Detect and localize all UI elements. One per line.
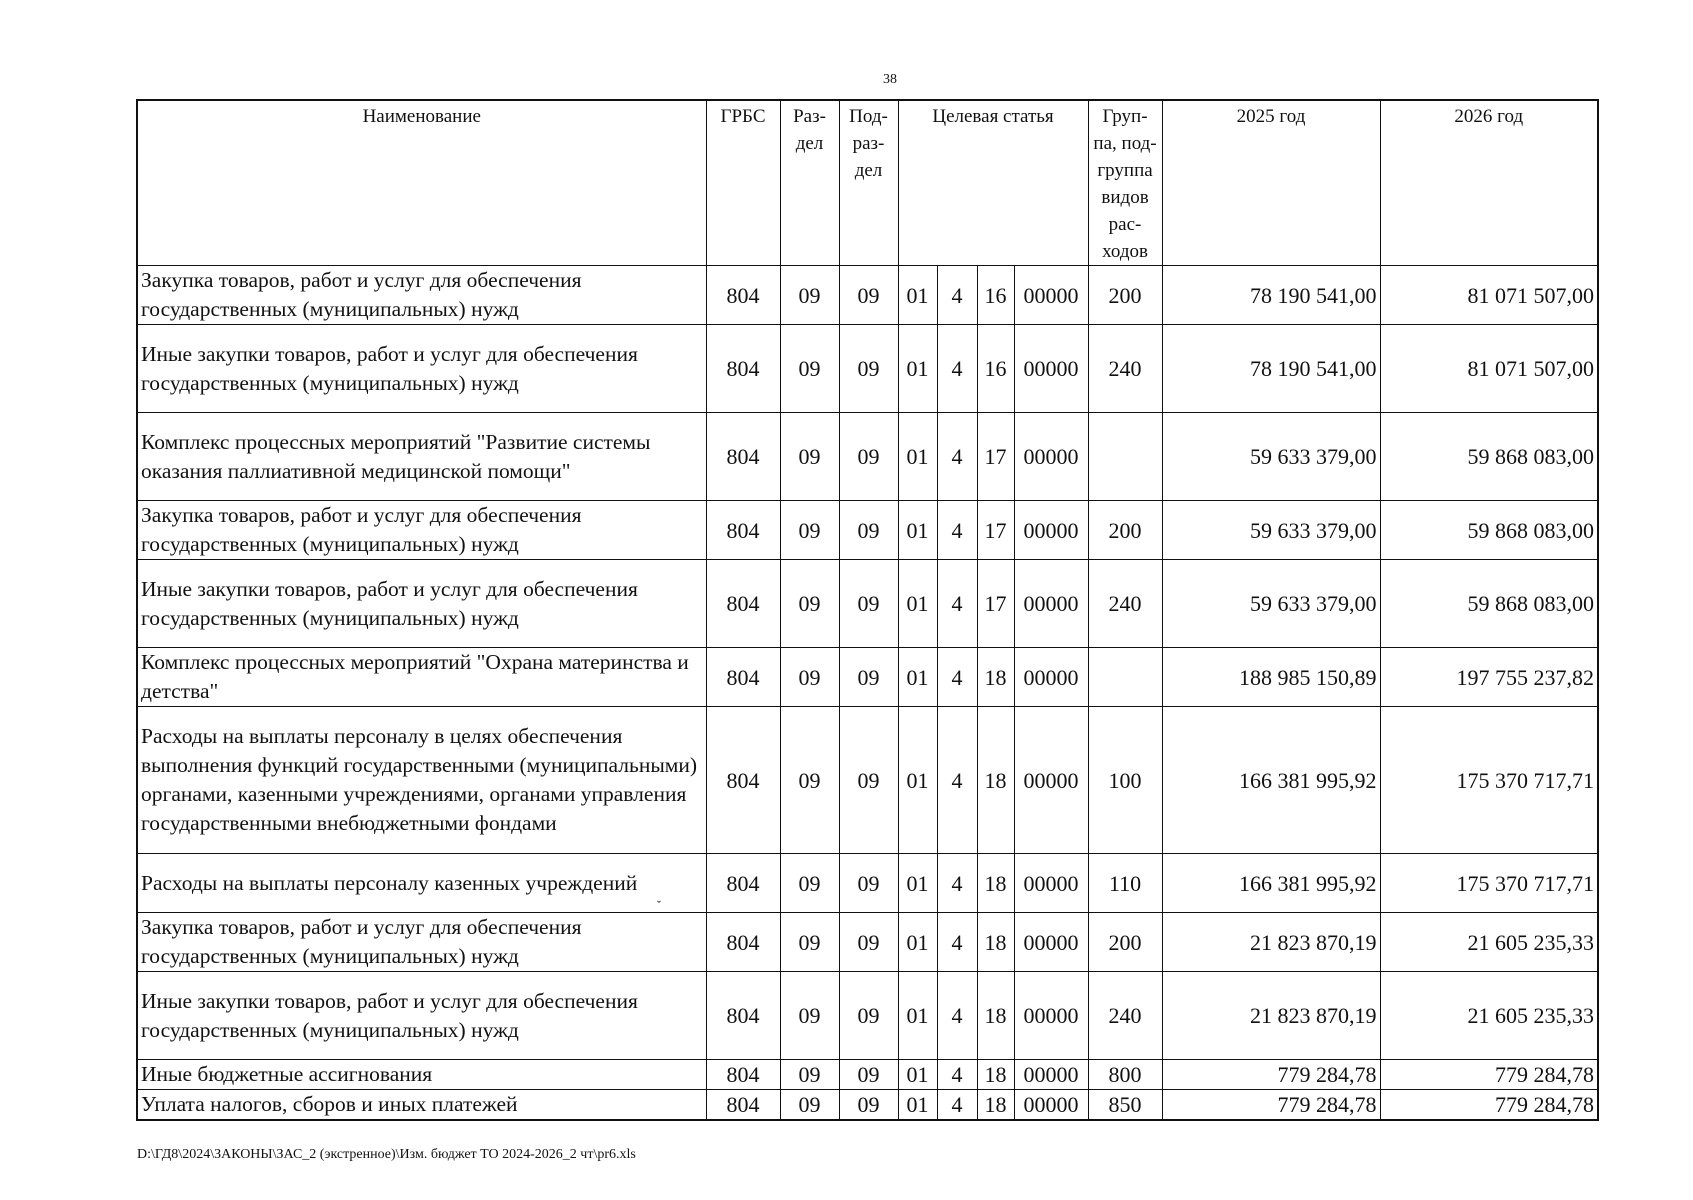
cell-target-complex: 16 — [977, 325, 1014, 413]
cell-grbs: 804 — [706, 325, 780, 413]
cell-podrazdel: 09 — [839, 1090, 898, 1121]
cell-target-direction: 00000 — [1014, 560, 1088, 648]
cell-target-type: 4 — [937, 325, 977, 413]
cell-razdel: 09 — [780, 325, 839, 413]
table-row — [137, 501, 1598, 560]
cell-target-direction: 00000 — [1014, 854, 1088, 913]
cell-razdel: 09 — [780, 854, 839, 913]
cell-target-direction: 00000 — [1014, 648, 1088, 707]
cell-target-type: 4 — [937, 560, 977, 648]
cell-target-direction: 00000 — [1014, 1060, 1088, 1090]
cell-razdel: 09 — [780, 501, 839, 560]
cell-amount-2025: 166 381 995,92 — [1162, 854, 1380, 913]
cell-name: Закупка товаров, работ и услуг для обеспечения государственных (муниципальных) нужд — [137, 266, 706, 325]
cell-target-program: 01 — [898, 560, 937, 648]
cell-target-direction: 00000 — [1014, 266, 1088, 325]
cell-amount-2025: 21 823 870,19 — [1162, 972, 1380, 1060]
cell-target-program: 01 — [898, 1090, 937, 1121]
header-2025: 2025 год — [1162, 100, 1380, 266]
cell-expense-group — [1088, 648, 1162, 707]
cell-grbs: 804 — [706, 707, 780, 854]
table-row — [137, 413, 1598, 501]
cell-target-complex: 17 — [977, 501, 1014, 560]
cell-amount-2025: 78 190 541,00 — [1162, 266, 1380, 325]
table-row — [137, 325, 1598, 413]
cell-amount-2026: 59 868 083,00 — [1380, 501, 1598, 560]
cell-target-complex: 17 — [977, 560, 1014, 648]
cell-grbs: 804 — [706, 266, 780, 325]
cell-target-program: 01 — [898, 501, 937, 560]
cell-podrazdel: 09 — [839, 266, 898, 325]
cell-podrazdel: 09 — [839, 972, 898, 1060]
cell-target-type: 4 — [937, 501, 977, 560]
cell-amount-2026: 175 370 717,71 — [1380, 854, 1598, 913]
header-name: Наименование — [137, 100, 706, 266]
table-body — [137, 266, 1598, 1121]
cell-name: Расходы на выплаты персоналу казенных учреждений — [137, 854, 706, 913]
cell-expense-group: 200 — [1088, 266, 1162, 325]
cell-grbs: 804 — [706, 501, 780, 560]
cell-podrazdel: 09 — [839, 854, 898, 913]
cell-target-complex: 18 — [977, 972, 1014, 1060]
cell-amount-2026: 175 370 717,71 — [1380, 707, 1598, 854]
cell-amount-2026: 779 284,78 — [1380, 1060, 1598, 1090]
cell-expense-group: 110 — [1088, 854, 1162, 913]
cell-target-type: 4 — [937, 913, 977, 972]
cell-amount-2026: 21 605 235,33 — [1380, 913, 1598, 972]
cell-name: Закупка товаров, работ и услуг для обеспечения государственных (муниципальных) нужд — [137, 501, 706, 560]
header-group: Груп- па, под- группа видов рас- ходов — [1088, 100, 1162, 266]
cell-target-complex: 16 — [977, 266, 1014, 325]
budget-table — [136, 99, 1599, 1121]
cell-amount-2026: 59 868 083,00 — [1380, 560, 1598, 648]
cell-target-program: 01 — [898, 913, 937, 972]
cell-name: Уплата налогов, сборов и иных платежей — [137, 1090, 706, 1121]
cell-expense-group: 240 — [1088, 972, 1162, 1060]
cell-grbs: 804 — [706, 560, 780, 648]
cell-name: Иные закупки товаров, работ и услуг для обеспечения государственных (муниципальных) нужд — [137, 972, 706, 1060]
cell-target-complex: 18 — [977, 854, 1014, 913]
cell-name: Комплекс процессных мероприятий "Развитие системы оказания паллиативной медицинской помощи" — [137, 413, 706, 501]
cell-razdel: 09 — [780, 560, 839, 648]
cell-expense-group: 200 — [1088, 913, 1162, 972]
cell-target-direction: 00000 — [1014, 707, 1088, 854]
cell-name: Расходы на выплаты персоналу в целях обеспечения выполнения функций государственными (муниципальными) органами, казенными учреждениями, органами управления государственными внебюджетными фондами — [137, 707, 706, 854]
cell-target-complex: 18 — [977, 913, 1014, 972]
cell-razdel: 09 — [780, 648, 839, 707]
cell-podrazdel: 09 — [839, 913, 898, 972]
cell-amount-2025: 78 190 541,00 — [1162, 325, 1380, 413]
cell-name: Закупка товаров, работ и услуг для обеспечения государственных (муниципальных) нужд — [137, 913, 706, 972]
cell-target-type: 4 — [937, 266, 977, 325]
cell-grbs: 804 — [706, 413, 780, 501]
cell-target-type: 4 — [937, 854, 977, 913]
table-row — [137, 854, 1598, 913]
cell-expense-group: 800 — [1088, 1060, 1162, 1090]
header-target: Целевая статья — [898, 100, 1088, 266]
cell-grbs: 804 — [706, 648, 780, 707]
cell-target-complex: 18 — [977, 707, 1014, 854]
table-row — [137, 913, 1598, 972]
cell-amount-2026: 59 868 083,00 — [1380, 413, 1598, 501]
cell-expense-group: 240 — [1088, 560, 1162, 648]
cell-podrazdel: 09 — [839, 560, 898, 648]
cell-amount-2025: 188 985 150,89 — [1162, 648, 1380, 707]
cell-target-type: 4 — [937, 1090, 977, 1121]
cell-grbs: 804 — [706, 854, 780, 913]
cell-amount-2025: 166 381 995,92 — [1162, 707, 1380, 854]
cell-grbs: 804 — [706, 1090, 780, 1121]
cell-podrazdel: 09 — [839, 413, 898, 501]
cell-expense-group — [1088, 413, 1162, 501]
cell-target-program: 01 — [898, 648, 937, 707]
cell-amount-2026: 81 071 507,00 — [1380, 325, 1598, 413]
header-row — [137, 100, 1598, 266]
table-row — [137, 1090, 1598, 1121]
page-number: 38 — [883, 72, 897, 87]
cell-amount-2025: 59 633 379,00 — [1162, 560, 1380, 648]
cell-target-direction: 00000 — [1014, 413, 1088, 501]
cell-razdel: 09 — [780, 1090, 839, 1121]
cell-amount-2025: 59 633 379,00 — [1162, 413, 1380, 501]
table-row — [137, 972, 1598, 1060]
cell-podrazdel: 09 — [839, 325, 898, 413]
cell-expense-group: 200 — [1088, 501, 1162, 560]
cell-target-direction: 00000 — [1014, 325, 1088, 413]
cell-amount-2026: 197 755 237,82 — [1380, 648, 1598, 707]
cell-target-program: 01 — [898, 266, 937, 325]
cell-target-type: 4 — [937, 413, 977, 501]
cell-target-direction: 00000 — [1014, 913, 1088, 972]
cell-amount-2026: 21 605 235,33 — [1380, 972, 1598, 1060]
cell-amount-2026: 81 071 507,00 — [1380, 266, 1598, 325]
cell-amount-2026: 779 284,78 — [1380, 1090, 1598, 1121]
cell-target-type: 4 — [937, 1060, 977, 1090]
cell-grbs: 804 — [706, 913, 780, 972]
cell-podrazdel: 09 — [839, 501, 898, 560]
cell-name: Иные бюджетные ассигнования — [137, 1060, 706, 1090]
cell-target-type: 4 — [937, 707, 977, 854]
cell-podrazdel: 09 — [839, 707, 898, 854]
cell-target-complex: 18 — [977, 648, 1014, 707]
cell-expense-group: 850 — [1088, 1090, 1162, 1121]
header-razdel: Раз- дел — [780, 100, 839, 266]
cell-razdel: 09 — [780, 413, 839, 501]
cell-razdel: 09 — [780, 972, 839, 1060]
cell-razdel: 09 — [780, 707, 839, 854]
cell-target-direction: 00000 — [1014, 501, 1088, 560]
cell-target-program: 01 — [898, 325, 937, 413]
cell-target-program: 01 — [898, 972, 937, 1060]
header-grbs: ГРБС — [706, 100, 780, 266]
table-row — [137, 266, 1598, 325]
scan-artifact-mark: ˇ — [657, 898, 661, 912]
table-row — [137, 648, 1598, 707]
cell-target-type: 4 — [937, 648, 977, 707]
table-row — [137, 1060, 1598, 1090]
cell-grbs: 804 — [706, 972, 780, 1060]
cell-amount-2025: 779 284,78 — [1162, 1090, 1380, 1121]
footer-file-path: D:\ГД8\2024\ЗАКОНЫ\ЗАС_2 (экстренное)\Изм. бюджет ТО 2024-2026_2 чт\pr6.xls — [137, 1147, 636, 1162]
cell-target-direction: 00000 — [1014, 1090, 1088, 1121]
table-row — [137, 707, 1598, 854]
cell-target-program: 01 — [898, 413, 937, 501]
cell-razdel: 09 — [780, 913, 839, 972]
cell-name: Иные закупки товаров, работ и услуг для обеспечения государственных (муниципальных) нужд — [137, 325, 706, 413]
cell-amount-2025: 779 284,78 — [1162, 1060, 1380, 1090]
cell-podrazdel: 09 — [839, 648, 898, 707]
cell-target-type: 4 — [937, 972, 977, 1060]
cell-amount-2025: 59 633 379,00 — [1162, 501, 1380, 560]
cell-podrazdel: 09 — [839, 1060, 898, 1090]
header-2026: 2026 год — [1380, 100, 1598, 266]
cell-grbs: 804 — [706, 1060, 780, 1090]
cell-target-program: 01 — [898, 707, 937, 854]
cell-amount-2025: 21 823 870,19 — [1162, 913, 1380, 972]
cell-target-program: 01 — [898, 854, 937, 913]
cell-target-complex: 17 — [977, 413, 1014, 501]
cell-expense-group: 240 — [1088, 325, 1162, 413]
header-podrazdel: Под- раз- дел — [839, 100, 898, 266]
cell-name: Комплекс процессных мероприятий "Охрана материнства и детства" — [137, 648, 706, 707]
table-row — [137, 560, 1598, 648]
cell-target-complex: 18 — [977, 1060, 1014, 1090]
cell-target-program: 01 — [898, 1060, 937, 1090]
cell-target-direction: 00000 — [1014, 972, 1088, 1060]
cell-razdel: 09 — [780, 266, 839, 325]
cell-target-complex: 18 — [977, 1090, 1014, 1121]
cell-razdel: 09 — [780, 1060, 839, 1090]
cell-name: Иные закупки товаров, работ и услуг для обеспечения государственных (муниципальных) нужд — [137, 560, 706, 648]
cell-expense-group: 100 — [1088, 707, 1162, 854]
